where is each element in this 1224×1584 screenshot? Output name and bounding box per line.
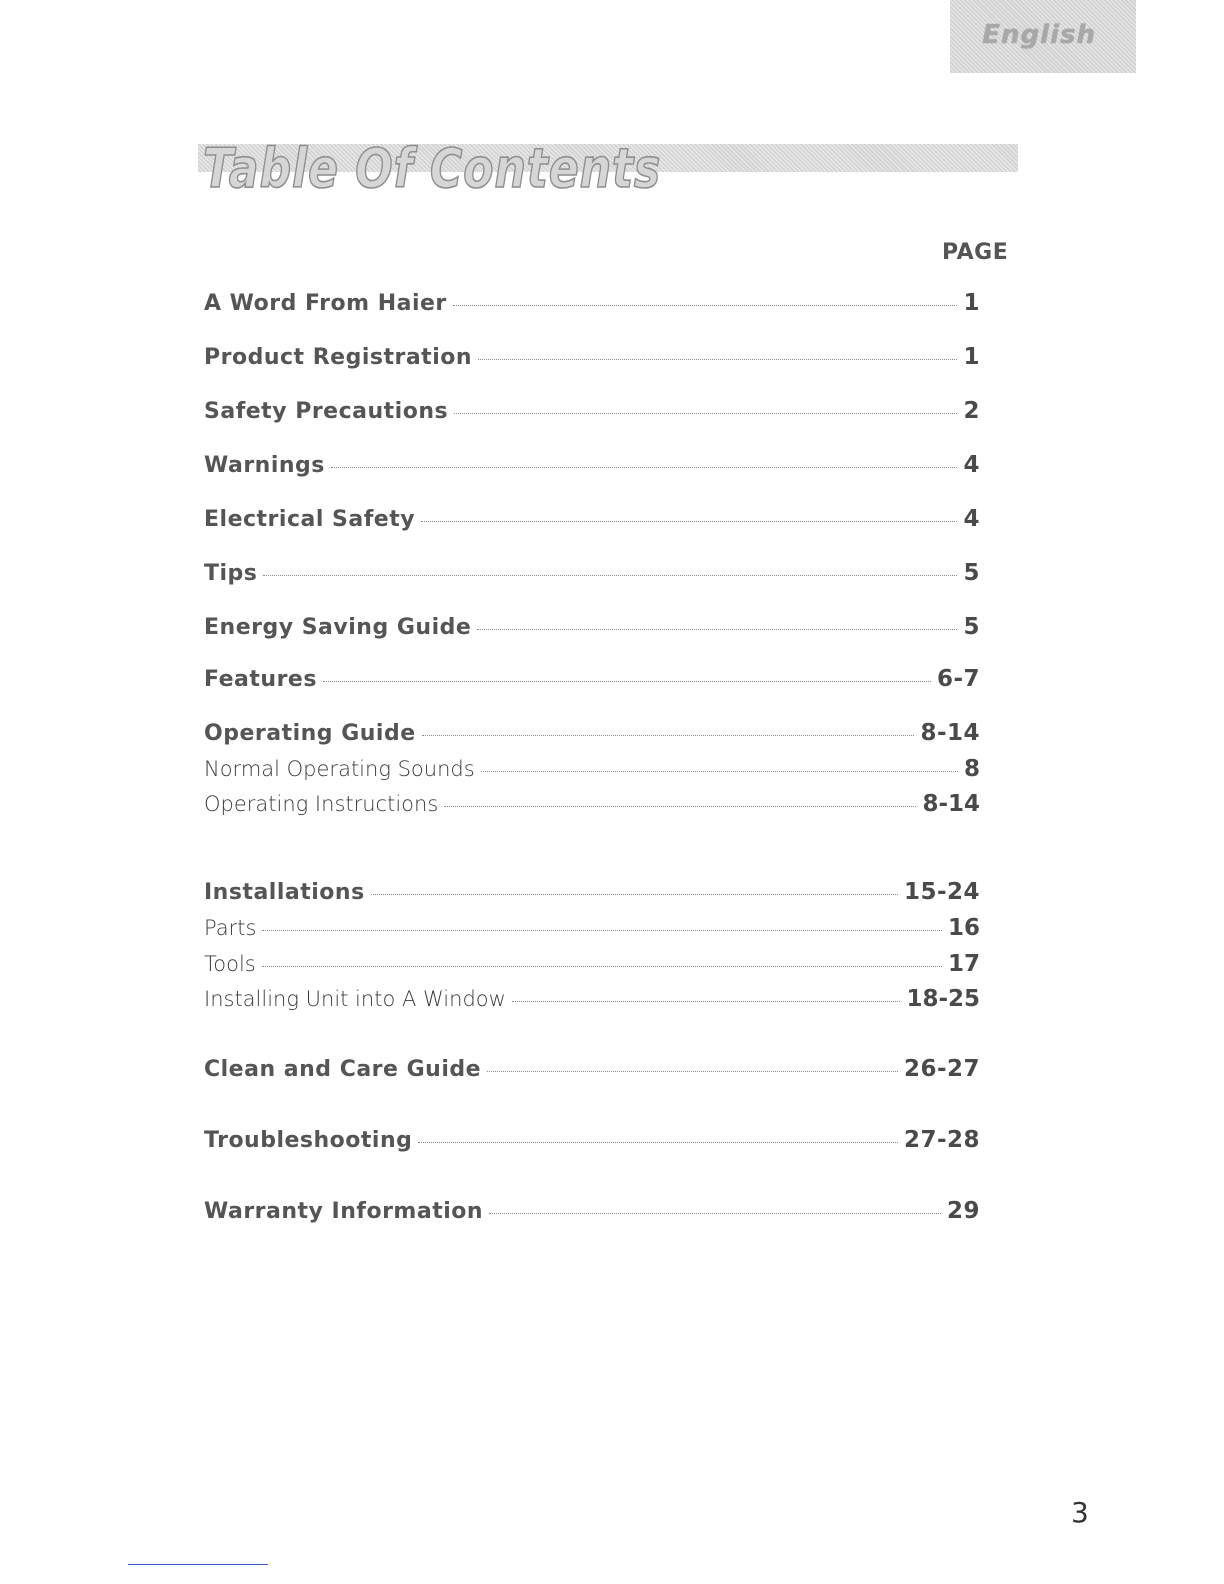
toc-entry-label: Clean and Care Guide — [204, 1057, 482, 1082]
toc-entry-page: 6-7 — [936, 666, 980, 692]
toc-subentry-label: Installing Unit into A Window — [204, 987, 506, 1011]
toc-entry[interactable] — [204, 879, 980, 905]
dot-leader — [262, 966, 942, 967]
toc-subentry-label: Normal Operating Sounds — [204, 757, 475, 781]
toc-subentry-page: 17 — [947, 951, 980, 977]
toc-entry-page: 4 — [963, 506, 980, 532]
toc-subentry-label: Parts — [204, 916, 257, 940]
toc-entry[interactable] — [204, 398, 980, 424]
dot-leader — [421, 521, 957, 522]
toc-subentry-label: Tools — [204, 952, 256, 976]
toc-entry-page: 1 — [963, 344, 980, 370]
table-of-contents — [204, 0, 980, 1300]
dot-leader — [444, 806, 916, 807]
toc-subentry[interactable] — [204, 951, 980, 977]
toc-entry-label: Warranty Information — [204, 1199, 484, 1224]
dot-leader — [481, 771, 958, 772]
toc-subentry-page: 8 — [963, 756, 980, 782]
toc-entry-label: Electrical Safety — [204, 507, 416, 532]
toc-entry[interactable] — [204, 344, 980, 370]
dot-leader — [454, 413, 957, 414]
language-tab-label: English — [982, 20, 1096, 50]
dot-leader — [453, 305, 958, 306]
toc-entry-label: Product Registration — [204, 345, 473, 370]
toc-subentry-label: Operating Instructions — [204, 792, 439, 816]
toc-entry-page: 29 — [946, 1198, 980, 1224]
footer-rule — [128, 1564, 268, 1565]
toc-subentry[interactable] — [204, 791, 980, 817]
toc-entry[interactable] — [204, 1056, 980, 1082]
toc-entry[interactable] — [204, 560, 980, 586]
toc-entry[interactable] — [204, 290, 980, 316]
toc-entry[interactable] — [204, 666, 980, 692]
toc-entry-page: 15-24 — [903, 879, 980, 905]
toc-entry-label: Troubleshooting — [204, 1128, 413, 1153]
dot-leader — [422, 735, 915, 736]
toc-entry-label: Installations — [204, 880, 365, 905]
page-title: Table Of Contents — [203, 137, 662, 200]
toc-entry-page: 27-28 — [903, 1127, 980, 1153]
toc-entry-page: 2 — [963, 398, 980, 424]
dot-leader — [477, 629, 957, 630]
toc-entry[interactable] — [204, 614, 980, 640]
dot-leader — [263, 575, 957, 576]
toc-subentry[interactable] — [204, 915, 980, 941]
toc-entry-label: A Word From Haier — [204, 291, 447, 316]
dot-leader — [489, 1213, 941, 1214]
toc-entry[interactable] — [204, 1127, 980, 1153]
toc-subentry-page: 16 — [947, 915, 980, 941]
toc-entry[interactable] — [204, 452, 980, 478]
toc-entry-page: 1 — [963, 290, 980, 316]
dot-leader — [478, 359, 957, 360]
dot-leader — [323, 681, 931, 682]
toc-entry[interactable] — [204, 506, 980, 532]
dot-leader — [487, 1071, 898, 1072]
dot-leader — [512, 1001, 901, 1002]
toc-entry-label: Warnings — [204, 453, 325, 478]
toc-subentry-page: 18-25 — [906, 986, 980, 1012]
toc-entry-label: Operating Guide — [204, 721, 416, 746]
toc-entry-label: Safety Precautions — [204, 399, 449, 424]
toc-entry[interactable] — [204, 1198, 980, 1224]
dot-leader — [371, 894, 898, 895]
dot-leader — [418, 1142, 898, 1143]
toc-subentry-page: 8-14 — [922, 791, 980, 817]
toc-entry-page: 5 — [963, 560, 980, 586]
toc-entry-page: 26-27 — [903, 1056, 980, 1082]
dot-leader — [331, 467, 958, 468]
toc-subentry[interactable] — [204, 756, 980, 782]
toc-entry-page: 4 — [963, 452, 980, 478]
toc-subentry[interactable] — [204, 986, 980, 1012]
page-number: 3 — [1071, 1496, 1089, 1529]
page-column-header: PAGE — [942, 240, 1009, 265]
toc-entry-label: Energy Saving Guide — [204, 615, 472, 640]
dot-leader — [262, 930, 942, 931]
toc-entry-page: 5 — [963, 614, 980, 640]
toc-entry-page: 8-14 — [920, 720, 980, 746]
toc-entry-label: Features — [204, 667, 317, 692]
toc-entry-label: Tips — [204, 561, 258, 586]
toc-entry[interactable] — [204, 720, 980, 746]
